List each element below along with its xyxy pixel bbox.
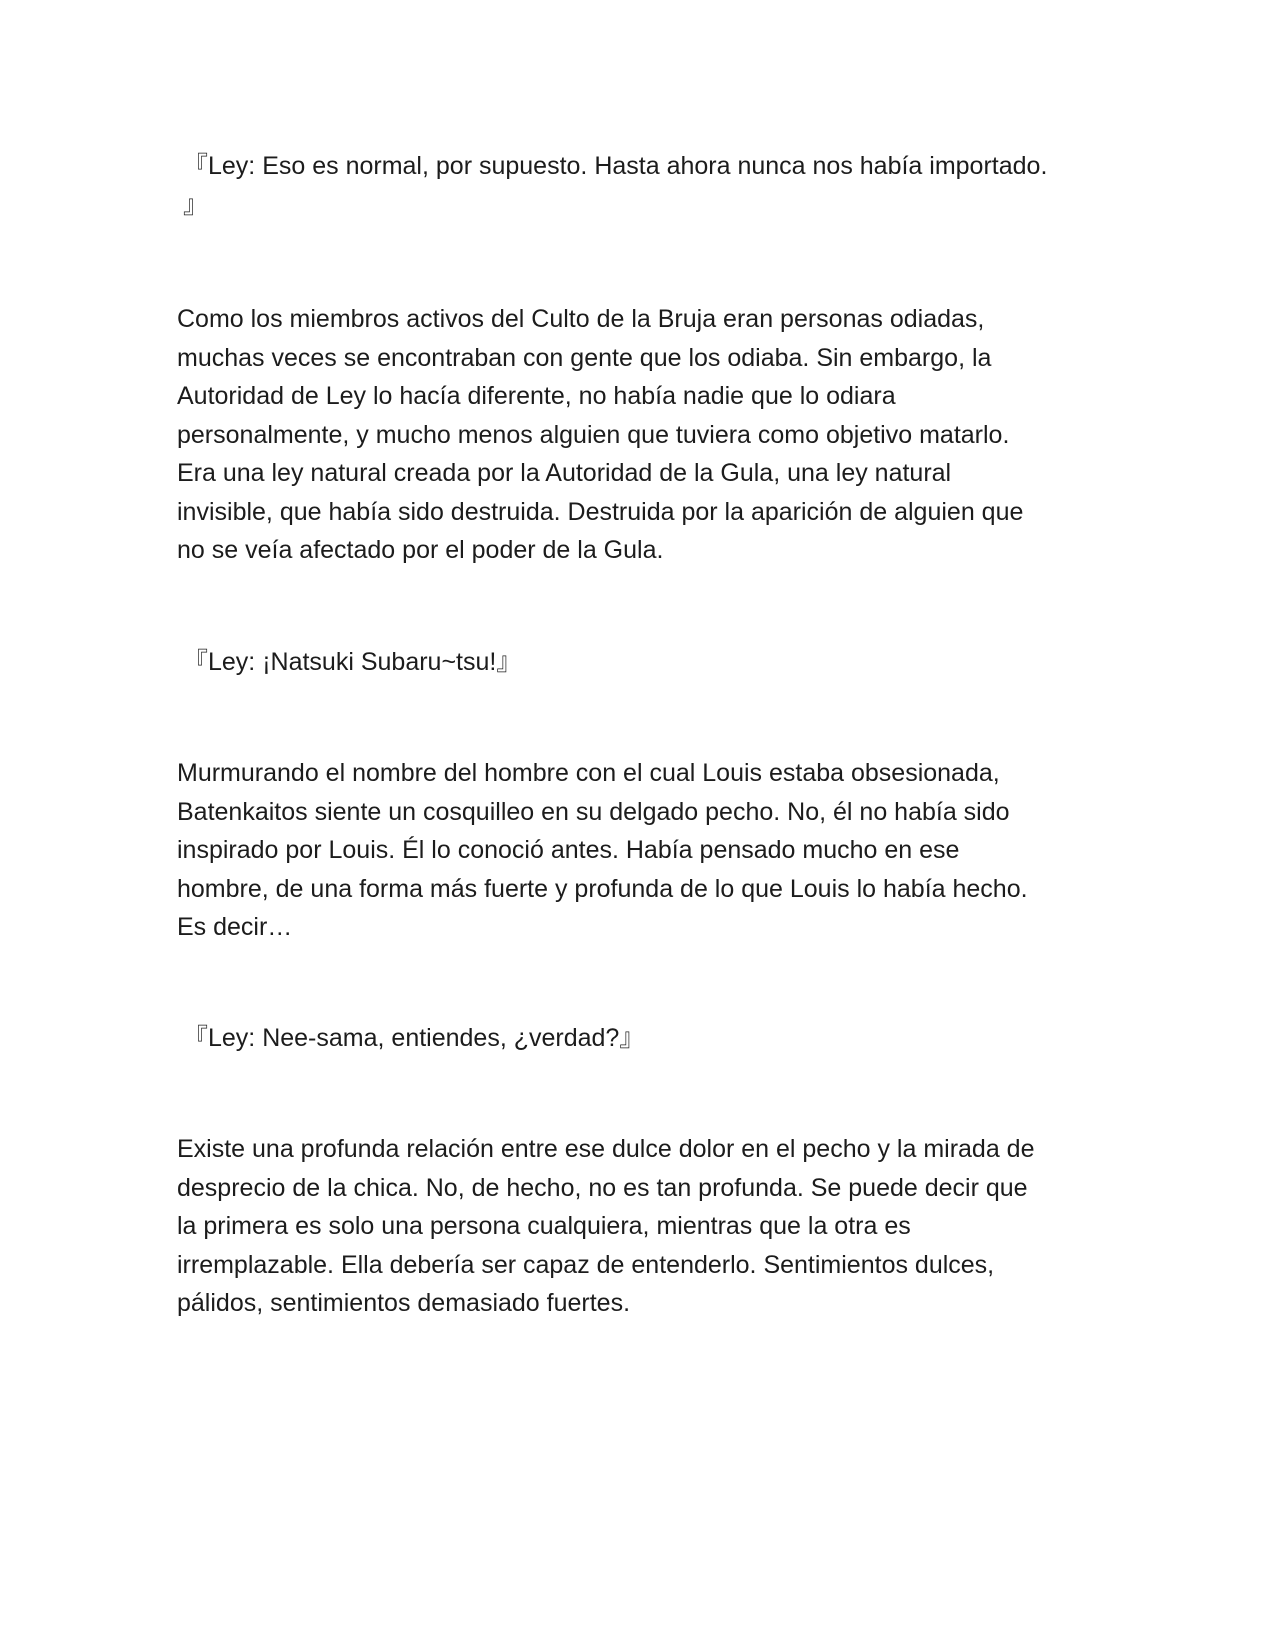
narration-paragraph: Existe una profunda relación entre ese dulce dolor en el pecho y la mirada de desprecio de la chica. No, de hecho, no es tan profunda. Se puede decir que la primera es solo una persona cualquiera, mientras que la otra es irremplazable. Ella debería ser capaz de entenderlo. Sentimientos dulces, pálidos, sentimientos demasiado fuertes. [177,1135,1035,1317]
dialogue-line: 『Ley: Nee-sama, entiendes, ¿verdad?』 [183,1024,645,1052]
narration-paragraph: Como los miembros activos del Culto de la Bruja eran personas odiadas, muchas veces se encontraban con gente que los odiaba. Sin embargo, la Autoridad de Ley lo hacía diferente, no había nadie que lo odiara personalmente, y mucho menos alguien que tuviera como objetivo matarlo. Era una ley natural creada por la Autoridad de la Gula, una ley natural invisible, que había sido destruida. Destruida por la aparición de alguien que no se veía afectado por el poder de la Gula. [177,305,1024,564]
dialogue-line: 『Ley: ¡Natsuki Subaru~tsu!』 [183,648,522,676]
narration-paragraph: Murmurando el nombre del hombre con el cual Louis estaba obsesionada, Batenkaitos siente un cosquilleo en su delgado pecho. No, él no había sido inspirado por Louis. Él lo conoció antes. Había pensado mucho en ese hombre, de una forma más fuerte y profunda de lo que Louis lo había hecho. Es decir… [177,759,1028,941]
dialogue-line: 『Ley: Eso es normal, por supuesto. Hasta ahora nunca nos había importado. 』 [183,152,1048,219]
